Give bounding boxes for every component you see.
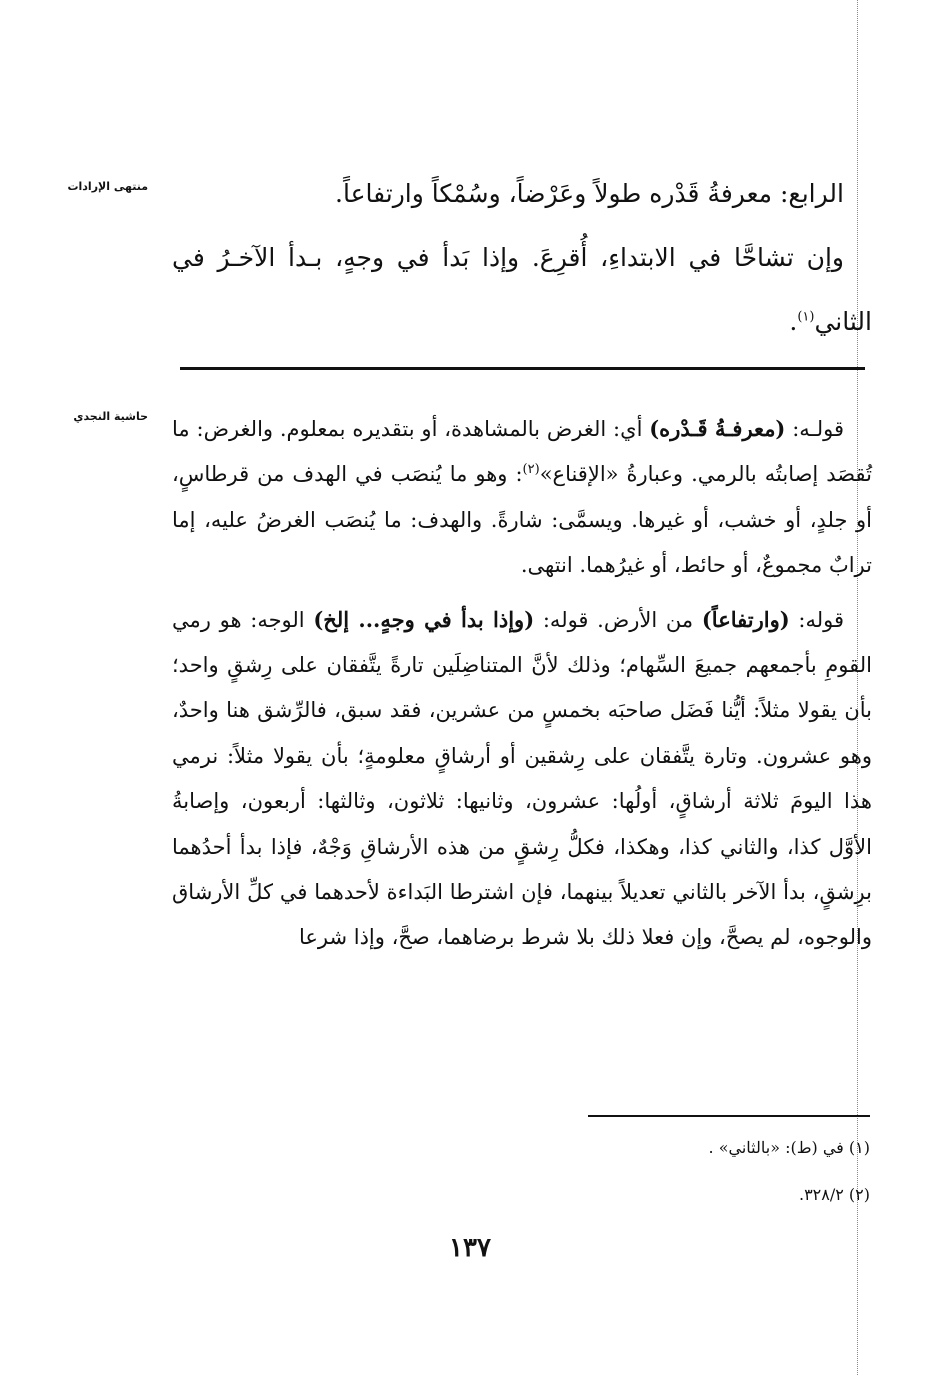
matn-source-label: منتهى الإرادات bbox=[67, 180, 148, 193]
footnote-ref-1: (١) bbox=[797, 309, 815, 325]
main-text-line-2-end: . bbox=[789, 307, 798, 336]
commentary-p2-term-2: (وإذا بدأ في وجهٍ... إلخ) bbox=[313, 606, 535, 632]
footnote-ref-2: (٢) bbox=[522, 462, 540, 478]
commentary-p1-text: أي: الغرض بالمشاهدة، أو بتقديره بمعلوم. والغرض: ما تُقصَد إصابتُه بالرمي. وعبارةُ «الإقناع» bbox=[172, 417, 872, 487]
main-text-line-1: الرابع: معرفةُ قَدْره طولاً وعَرْضاً، وسُمْكاً وارتفاعاً. bbox=[335, 179, 844, 208]
commentary-p1-intro: قولـه: bbox=[785, 417, 844, 441]
main-text-line-2-body: وإن تشاحَّا في الابتداءِ، أُقرِعَ. وإذا بَدأ في وجهٍ، بـدأ الآخـرُ في الثاني bbox=[172, 243, 872, 336]
main-divider bbox=[180, 367, 865, 370]
commentary-p1-rest: : وهو ما يُنصَب في الهدف من قرطاسٍ، أو جلدٍ، أو خشب، أو غيرها. ويسمَّى: شارةً. والهدف: ما يُنصَب الغرضُ عليه، إما ترابٌ مجموعٌ، أو حائط، أو غيرُهما. انتهى. bbox=[172, 462, 872, 578]
commentary-p1-term: (معرفـةُ قَـدْره) bbox=[649, 416, 786, 441]
commentary-p2-text-1: من الأرض. قوله: bbox=[534, 607, 702, 632]
commentary-source-label: حاشية النجدي bbox=[73, 410, 148, 423]
footnote-1: (١) في (ط): «بالثاني» . bbox=[708, 1138, 870, 1157]
commentary-p2-term-1: (وارتفاعاً) bbox=[701, 606, 790, 632]
commentary-paragraph-1 bbox=[172, 406, 872, 589]
footnote-divider bbox=[588, 1115, 870, 1117]
main-text-line-2 bbox=[172, 226, 872, 354]
commentary-paragraph-2 bbox=[172, 597, 872, 961]
commentary-p2-intro: قوله: bbox=[789, 607, 845, 632]
commentary-section bbox=[172, 406, 872, 961]
commentary-p2-rest: الوجه: هو رمي القومِ بأجمعهم جميعَ السِّهام؛ وذلك لأنَّ المتناضِلَين تارةً يتَّفقان على رِشقٍ واحد؛ بأن يقولا مثلاً: أيُّنا فَضَل صاحبَه بخمسٍ من عشرين، فقد سبق، فالرِّشق هنا واحدٌ، وهو عشرون. وتارة يتَّفقان على رِشقين أو أرشاقٍ معلومةٍ؛ بأن يقولا مثلاً: نرمي هذا اليومَ ثلاثة أرشاقٍ، أولُها: عشرون، وثانيها: ثلاثون، وثالثها: أربعون، وإصابةُ الأوَّل كذا، والثاني كذا، وهكذا، فكلُّ رِشقٍ من هذه الأرشاقِ وَجْهٌ، فإذا بدأ أحدُهما برِشقٍ، بدأ الآخر بالثاني تعديلاً بينهما، فإن اشترطا البَداءة لأحدهما في كلِّ الأرشاق والوجوه، لم يصحَّ، وإن فعلا ذلك بلا شرط برضاهما، صحَّ، وإذا شرعا bbox=[172, 607, 872, 950]
page-number: ١٣٧ bbox=[449, 1233, 491, 1263]
main-text-section bbox=[172, 162, 872, 354]
footnote-2: (٢) ٣٢٨/٢. bbox=[798, 1185, 870, 1204]
paragraph-gap bbox=[172, 589, 872, 597]
